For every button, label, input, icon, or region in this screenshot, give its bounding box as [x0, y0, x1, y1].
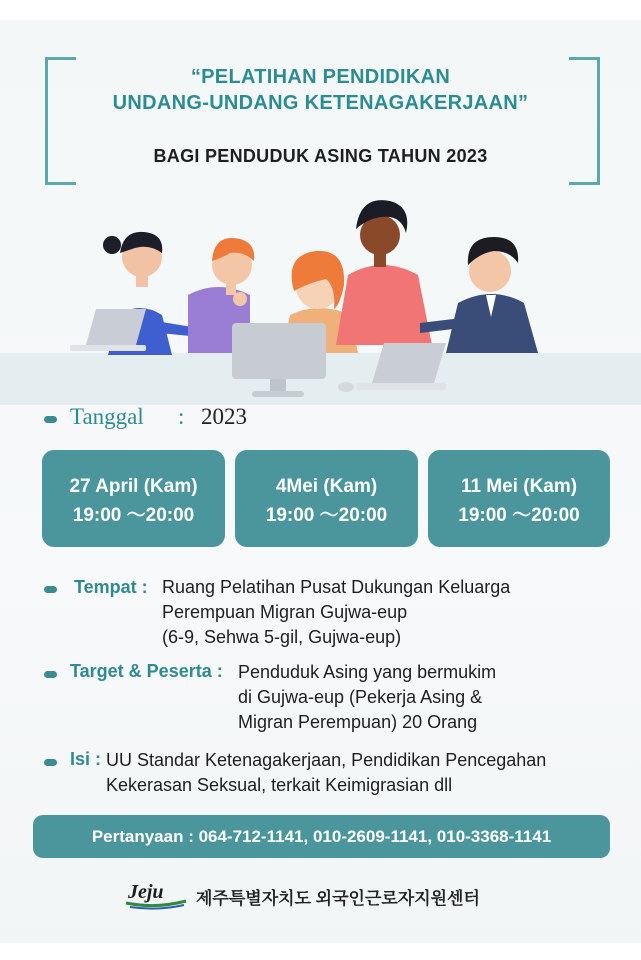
- team-illustration: [0, 195, 641, 405]
- target-line-3: Migran Perempuan) 20 Orang: [238, 712, 478, 732]
- title-line-3: BAGI PENDUDUK ASING TAHUN 2023: [153, 146, 488, 166]
- session-time: 19:00 ～20:00: [72, 505, 195, 526]
- content-line-1: UU Standar Ketenagakerjaan, Pendidikan Pencegahan: [106, 750, 547, 770]
- place-label: Tempat :: [74, 577, 148, 597]
- person-4-illustration: [336, 200, 432, 345]
- session-date: 27 April (Kam): [69, 476, 198, 497]
- mouse-illustration: [338, 382, 354, 392]
- session-time: 19:00 ～20:00: [458, 505, 580, 526]
- session-date: 11 Mei (Kam): [460, 476, 578, 497]
- org-name: 제주특별자치도 외국인근로자지원센터: [196, 889, 480, 908]
- bullet-icon: [44, 671, 57, 678]
- contact-banner: Pertanyaan : 064-712-1141, 010-2609-1141, 010-3368-1141: [33, 815, 610, 858]
- place-line-1: Ruang Pelatihan Pusat Dukungan Keluarga: [162, 577, 511, 597]
- person-5-illustration: [420, 237, 538, 353]
- top-margin: [0, 0, 641, 20]
- content-label: Isi :: [70, 749, 102, 769]
- session-time: 19:00 ～20:00: [265, 505, 388, 526]
- target-label: Target & Peserta :: [70, 661, 223, 681]
- session-box: [42, 450, 225, 547]
- title-line-1: “PELATIHAN PENDIDIKAN: [190, 66, 451, 88]
- title-line-2: UNDANG-UNDANG KETENAGAKERJAAN”: [112, 92, 529, 114]
- bottom-margin: [0, 943, 641, 960]
- date-year: 2023: [201, 404, 247, 429]
- content-line-2: Kekerasan Seksual, terkait Keimigrasian dll: [106, 775, 453, 795]
- bullet-icon: [44, 759, 57, 766]
- date-separator: :: [178, 404, 185, 429]
- laptop-left-illustration: [70, 309, 146, 351]
- session-date: 4Mei (Kam): [275, 476, 378, 497]
- jeju-logo-icon: [124, 878, 192, 910]
- bullet-icon: [44, 586, 57, 593]
- target-line-1: Penduduk Asing yang bermukim: [238, 662, 497, 682]
- place-line-2: Perempuan Migran Gujwa-eup: [162, 602, 408, 622]
- svg-text:Jeju: Jeju: [128, 881, 164, 903]
- session-box: [235, 450, 418, 547]
- place-line-3: (6-9, Sehwa 5-gil, Gujwa-eup): [162, 627, 402, 647]
- session-box: [428, 450, 610, 547]
- date-label: Tanggal: [70, 404, 144, 429]
- bullet-icon: [44, 416, 57, 423]
- target-line-2: di Gujwa-eup (Pekerja Asing &: [238, 687, 483, 707]
- footer: [124, 876, 524, 916]
